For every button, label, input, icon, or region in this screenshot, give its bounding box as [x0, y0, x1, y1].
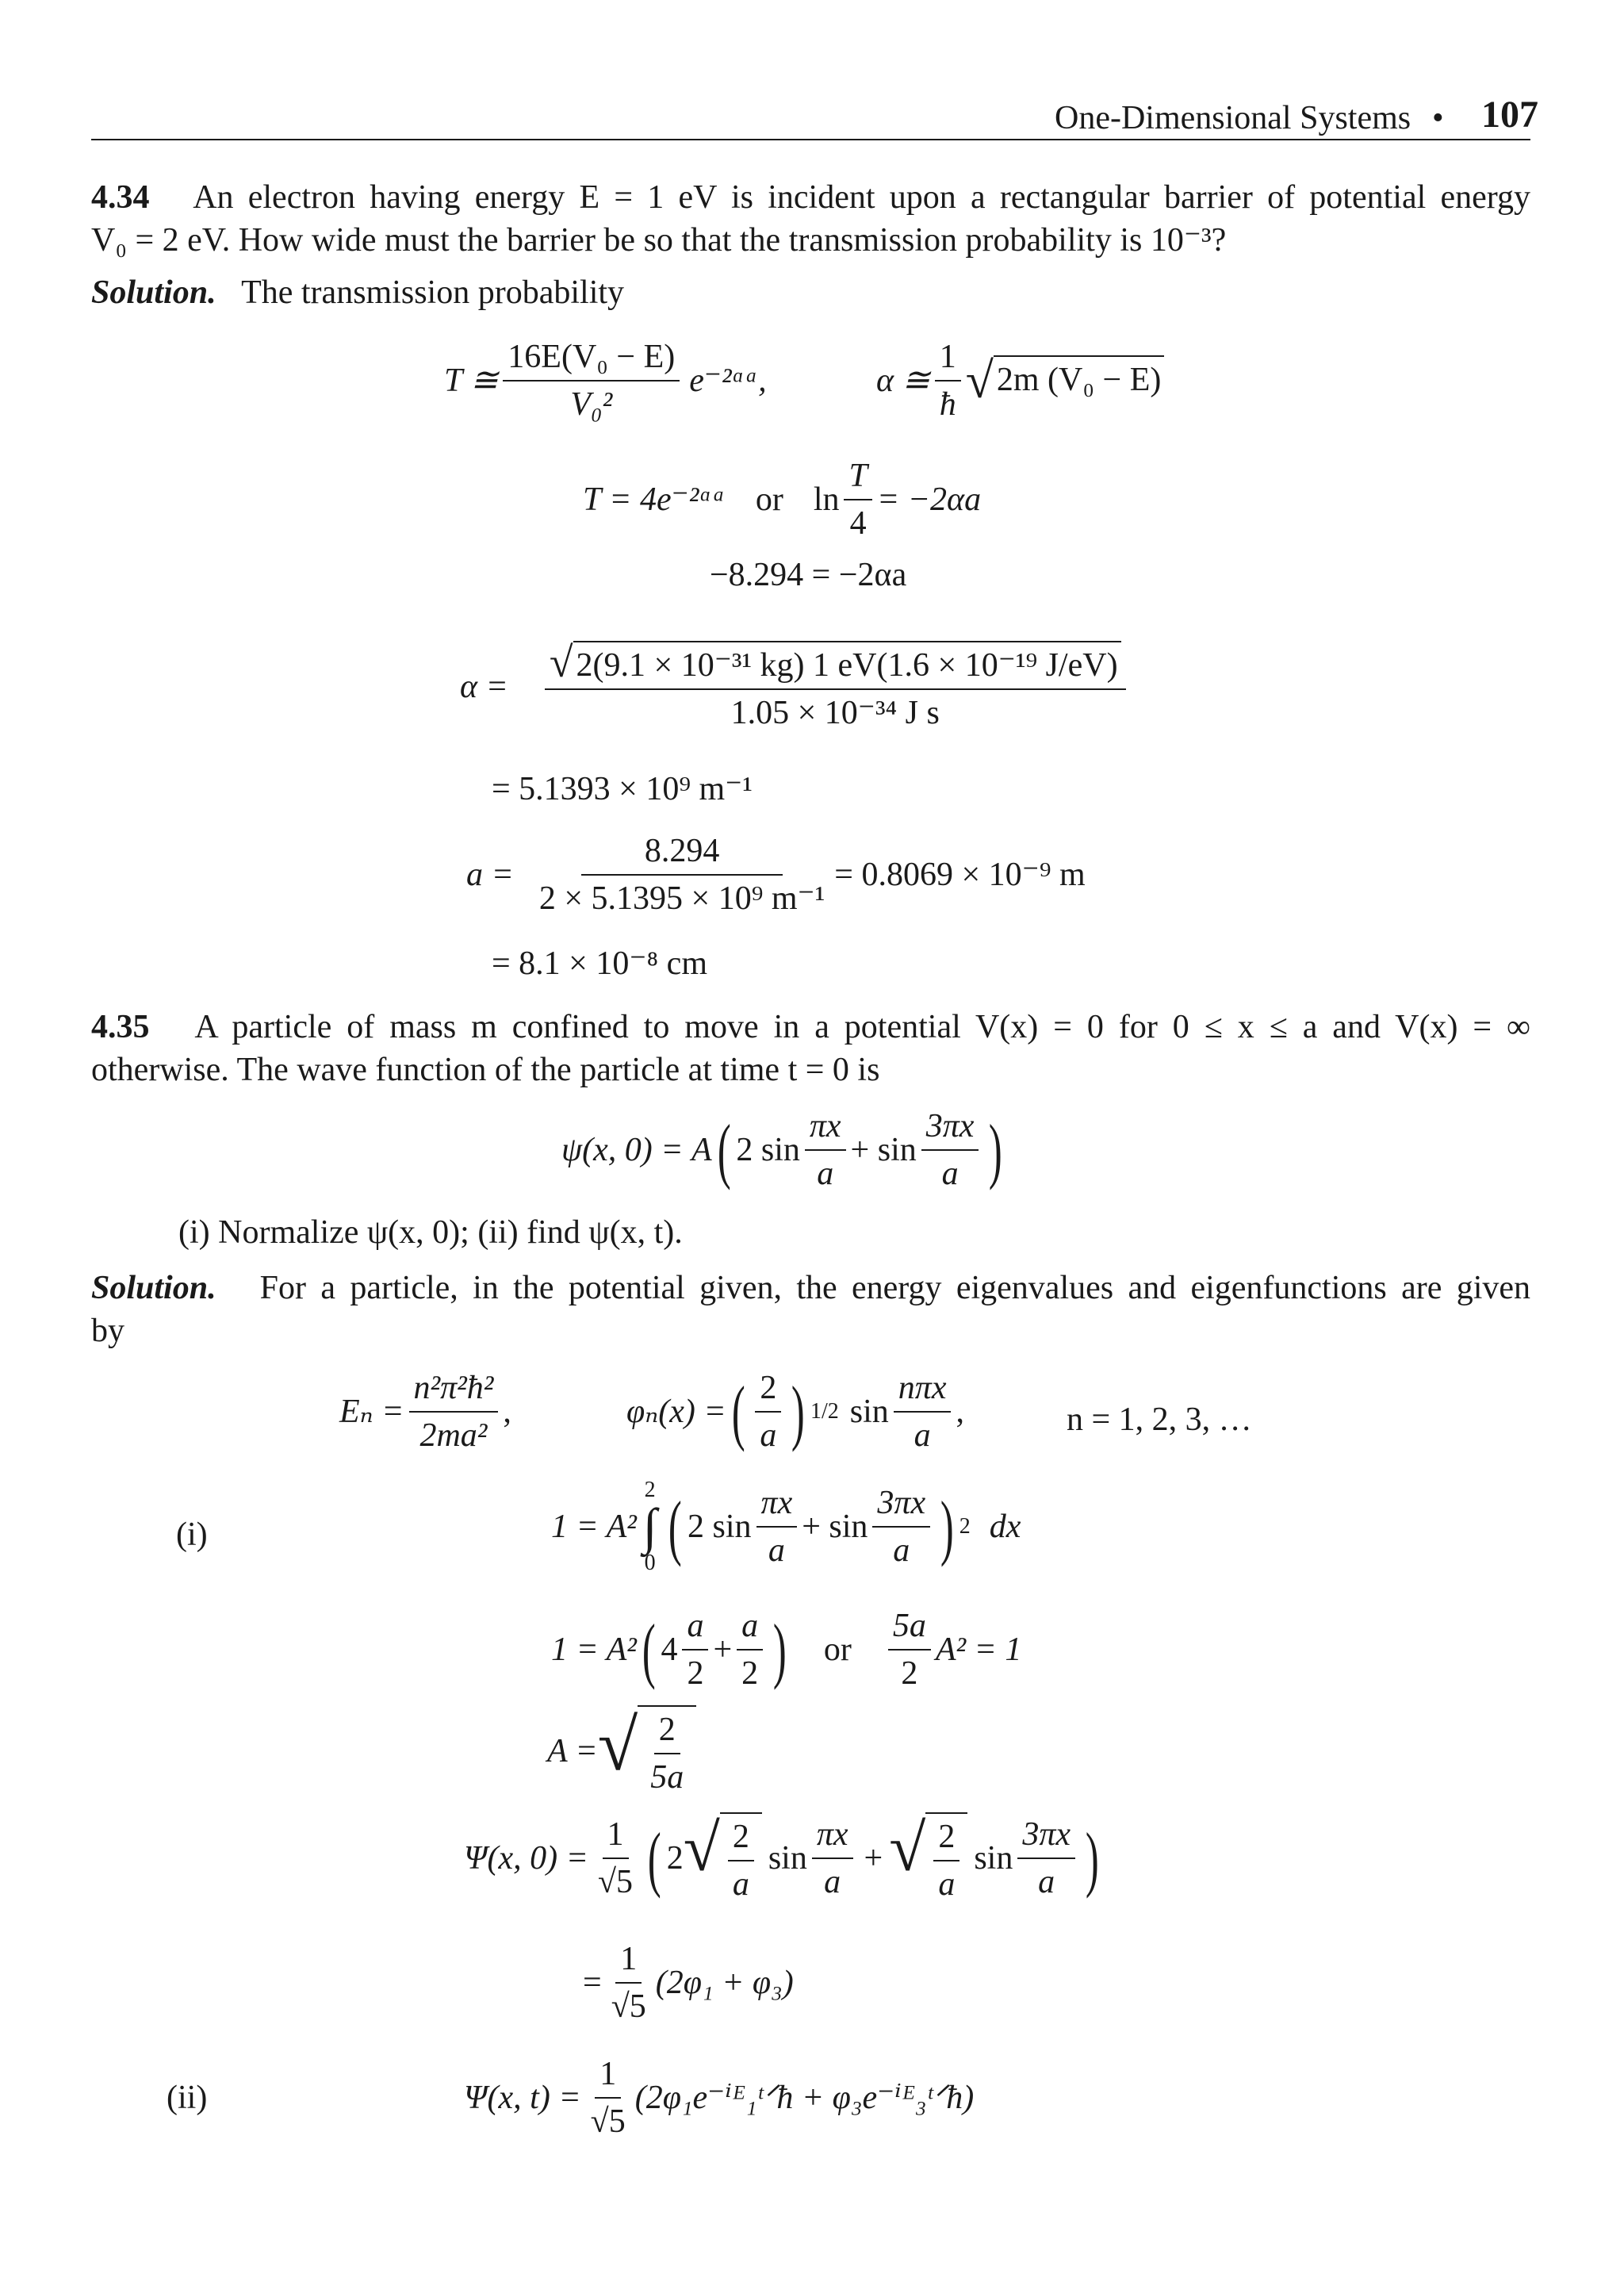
exponent: 2: [959, 1514, 971, 1539]
equation-eigenfunction: [626, 1368, 964, 1455]
problem-text: An electron having energy E = 1 eV is incident upon a rectangular barrier of potential energy: [193, 179, 1530, 216]
equation-normalization-result: [551, 1606, 1021, 1693]
eq-or: or: [755, 481, 783, 518]
sin: sin: [768, 1840, 807, 1877]
fraction-numerator: 2: [654, 1710, 680, 1754]
eq-lhs: ψ(x, 0) = A: [561, 1132, 712, 1168]
right-paren: ): [791, 1371, 806, 1452]
eq-lhs: Ψ(x, 0) =: [464, 1840, 588, 1877]
eq-rhs: A² = 1: [935, 1631, 1022, 1668]
left-paren: (: [642, 1609, 656, 1690]
term: +: [713, 1631, 733, 1668]
problem-number: 4.34: [91, 179, 150, 216]
equation-Psi-initial: [464, 1812, 1105, 1904]
eq-rhs: (2φ₁ + φ₃): [655, 1965, 794, 2001]
solution-text: For a particle, in the potential given, the energy eigenvalues and eigenfunctions are given: [259, 1270, 1531, 1306]
fraction-denominator: a: [824, 1864, 841, 1900]
sin: sin: [974, 1840, 1013, 1877]
eq-left: T = 4e⁻²ᵅᵃ: [583, 481, 726, 518]
equation-normalization-integral: [551, 1479, 1021, 1574]
label-part-i: (i): [176, 1516, 208, 1553]
fraction-denominator: 1.05 × 10⁻³⁴ J s: [730, 695, 940, 732]
eq-lhs: α ≅: [876, 362, 930, 399]
eq-lhs: a =: [466, 857, 514, 893]
task-line: (i) Normalize ψ(x, 0); (ii) find ψ(x, t).: [178, 1214, 683, 1251]
fraction-numerator: 2: [728, 1817, 754, 1861]
fraction-denominator: a: [768, 1532, 785, 1569]
fraction: [586, 2054, 630, 2141]
fraction-numerator: nπx: [894, 1368, 952, 1413]
radicand: 2m (V₀ − E): [994, 355, 1164, 406]
eq-lhs: T ≅: [444, 362, 499, 399]
problem-4-34-line1: [91, 176, 1530, 219]
fraction-denominator: a: [938, 1866, 956, 1903]
fraction-numerator: πx: [805, 1106, 846, 1151]
fraction-numerator: 16E(V₀ − E): [503, 337, 680, 381]
fraction-numerator: [545, 638, 1126, 690]
plus: +: [864, 1840, 883, 1877]
right-paren: ): [940, 1486, 954, 1567]
fraction-numerator: 2: [755, 1368, 781, 1413]
fraction: [645, 1710, 688, 1797]
right-paren: ): [1085, 1818, 1099, 1899]
fraction-denominator: √5: [598, 1864, 634, 1900]
eq-lhs: α =: [460, 669, 508, 706]
fraction-numerator: a: [737, 1606, 763, 1650]
fraction-denominator: a: [732, 1866, 749, 1903]
term: 2 sin: [736, 1132, 800, 1168]
problem-4-35-line2: otherwise. The wave function of the particle at time t = 0 is: [91, 1052, 880, 1088]
equation-Psi-phi: [583, 1939, 794, 2026]
fraction: [812, 1815, 853, 1902]
fraction-numerator: πx: [756, 1483, 798, 1528]
fraction-denominator: 2: [901, 1655, 918, 1692]
fraction-numerator: 8.294: [581, 831, 783, 876]
equation-transmission: [444, 337, 767, 424]
page-number: 107: [1481, 94, 1538, 136]
term: 2: [666, 1840, 684, 1877]
fraction: [755, 1368, 781, 1455]
eq-right: = −2αa: [876, 481, 982, 518]
term: 2 sin: [688, 1509, 752, 1545]
square-root: √ $\frac{2}{a}$: [889, 1812, 967, 1904]
fraction: [409, 1368, 499, 1455]
solution-line: [91, 271, 1530, 314]
fraction-denominator: a: [914, 1417, 931, 1454]
fraction: [503, 337, 680, 424]
fraction-denominator: a: [893, 1532, 910, 1569]
fraction-numerator: 2: [933, 1817, 959, 1861]
equation-alpha: [876, 337, 1164, 424]
quantum-number-values: n = 1, 2, 3, …: [1067, 1401, 1252, 1438]
fraction-denominator: 2: [687, 1655, 704, 1692]
equation-A: [547, 1705, 696, 1797]
fraction-denominator: a: [817, 1156, 834, 1192]
fraction: [682, 1606, 708, 1693]
running-header: [1047, 94, 1538, 136]
fraction: [872, 1483, 930, 1570]
equation-T-ln: [583, 456, 981, 543]
fraction: [534, 831, 829, 918]
eq-lhs: A =: [547, 1733, 598, 1769]
fraction: [737, 1606, 763, 1693]
eq-lhs: Eₙ =: [339, 1394, 404, 1430]
sin: sin: [849, 1394, 889, 1430]
eq-lhs: φₙ(x) =: [626, 1394, 726, 1430]
fraction-numerator: 3πx: [1017, 1815, 1075, 1859]
header-rule: [91, 139, 1530, 140]
integral-lower-limit: 0: [644, 1551, 656, 1575]
equation-a-numeric: [466, 831, 1086, 918]
fraction-numerator: 5a: [888, 1606, 931, 1650]
fraction-numerator: 1: [603, 1815, 629, 1859]
problem-4-35-line1: [91, 1006, 1530, 1049]
fraction-denominator: ħ: [939, 386, 956, 423]
fraction-denominator: 2 × 5.1395 × 10⁹ m⁻¹: [538, 880, 825, 917]
radicand: [720, 1812, 762, 1904]
fraction-denominator: a: [760, 1417, 777, 1454]
eq-lhs: 1 = A²: [551, 1509, 637, 1545]
problem-text: A particle of mass m confined to move in a potential V(x) = 0 for 0 ≤ x ≤ a and V(x) = ∞: [194, 1009, 1531, 1045]
comma: ,: [956, 1394, 964, 1430]
fraction: [844, 456, 871, 543]
solution-text: The transmission probability: [241, 274, 625, 311]
fraction: [888, 1606, 931, 1693]
solution-label: Solution.: [91, 274, 216, 311]
equation-alpha-numeric: [460, 638, 1131, 733]
fraction: [545, 638, 1126, 733]
equation-energy: [339, 1368, 511, 1455]
running-title: One-Dimensional Systems: [1055, 100, 1411, 136]
left-paren: (: [647, 1818, 661, 1899]
fraction-denominator: 5a: [650, 1759, 684, 1796]
equals: =: [583, 1965, 602, 2001]
fraction: [728, 1817, 754, 1904]
fraction-denominator: 4: [849, 505, 867, 542]
radicand: [638, 1705, 696, 1797]
header-bullet: •: [1432, 100, 1444, 136]
solution-line2: by: [91, 1313, 124, 1349]
fraction-denominator: V₀²: [570, 386, 613, 423]
problem-number: 4.35: [91, 1009, 150, 1045]
fraction: [921, 1106, 979, 1194]
integral: [643, 1479, 657, 1574]
left-paren: (: [717, 1110, 731, 1190]
fraction-numerator: T: [844, 456, 871, 500]
differential: dx: [989, 1509, 1021, 1545]
eq-rhs: (2φ₁e⁻ⁱᴱ₁ᵗᐟħ + φ₃e⁻ⁱᴱ₃ᵗᐟħ): [634, 2080, 975, 2116]
fraction-denominator: a: [941, 1156, 959, 1192]
fraction-denominator: 2: [741, 1655, 759, 1692]
eq-lhs: 1 = A²: [551, 1631, 637, 1668]
fraction: [756, 1483, 798, 1570]
radicand: 2(9.1 × 10⁻³¹ kg) 1 eV(1.6 × 10⁻¹⁹ J/eV): [573, 641, 1121, 685]
fraction: [593, 1815, 638, 1902]
solution-line1: [91, 1267, 1530, 1309]
square-root: √ $\frac{2}{5a}$: [598, 1705, 697, 1797]
fraction-numerator: n²π²ħ²: [409, 1368, 499, 1413]
right-paren: ): [989, 1110, 1003, 1190]
square-root: √ 2m (V₀ − E): [966, 355, 1165, 406]
term: 4: [661, 1631, 678, 1668]
eq-lhs: Ψ(x, t) =: [464, 2080, 581, 2116]
right-paren: ): [773, 1609, 787, 1690]
problem-4-34-line2: V₀ = 2 eV. How wide must the barrier be so that the transmission probability is 10⁻³?: [91, 222, 1227, 259]
integral-sign: ∫: [642, 1498, 657, 1555]
solution-label: Solution.: [91, 1270, 216, 1306]
term: + sin: [802, 1509, 868, 1545]
eq-or: or: [823, 1631, 852, 1668]
fraction-denominator: √5: [590, 2103, 626, 2140]
fraction: [894, 1368, 952, 1455]
left-paren: (: [731, 1371, 745, 1452]
problem-4-35: [91, 1006, 1530, 1091]
square-root: √ $\frac{2}{a}$: [684, 1812, 762, 1904]
fraction: [935, 337, 961, 424]
square-root: √ 2(9.1 × 10⁻³¹ kg) 1 eV(1.6 × 10⁻¹⁹ J/eV): [550, 641, 1121, 685]
fraction: [805, 1106, 846, 1194]
eq-rhs: = 0.8069 × 10⁻⁹ m: [834, 857, 1086, 893]
comma: ,: [503, 1394, 511, 1430]
label-part-ii: (ii): [167, 2080, 208, 2116]
fraction: [607, 1939, 651, 2026]
equation-psi-initial: [561, 1106, 1008, 1194]
equation-Psi-time: [464, 2054, 974, 2141]
integral-upper-limit: 2: [644, 1478, 656, 1502]
fraction: [933, 1817, 959, 1904]
fraction-numerator: 3πx: [872, 1483, 930, 1528]
fraction-denominator: 2ma²: [419, 1417, 488, 1454]
fraction: [1017, 1815, 1075, 1902]
fraction-numerator: 3πx: [921, 1106, 979, 1151]
equation-alpha-result: = 5.1393 × 10⁹ m⁻¹: [492, 771, 753, 807]
radicand: [925, 1812, 967, 1904]
term: + sin: [850, 1132, 917, 1168]
exponential-term: e⁻²ᵅᵃ,: [689, 362, 767, 399]
fraction-numerator: 1: [935, 337, 961, 381]
fraction-denominator: a: [1038, 1864, 1055, 1900]
exponent: 1/2: [810, 1399, 839, 1424]
equation-ln-value: −8.294 = −2αa: [710, 557, 907, 593]
ln-symbol: ln: [813, 481, 840, 518]
left-paren: (: [668, 1486, 683, 1567]
fraction-numerator: 1: [595, 2054, 621, 2099]
fraction-denominator: √5: [611, 1988, 646, 2025]
equation-a-cm: = 8.1 × 10⁻⁸ cm: [492, 945, 707, 982]
fraction-numerator: πx: [812, 1815, 853, 1859]
problem-4-34: [91, 176, 1530, 314]
fraction-numerator: 1: [615, 1939, 642, 1984]
solution-4-35: [91, 1267, 1530, 1352]
fraction-numerator: a: [682, 1606, 708, 1650]
